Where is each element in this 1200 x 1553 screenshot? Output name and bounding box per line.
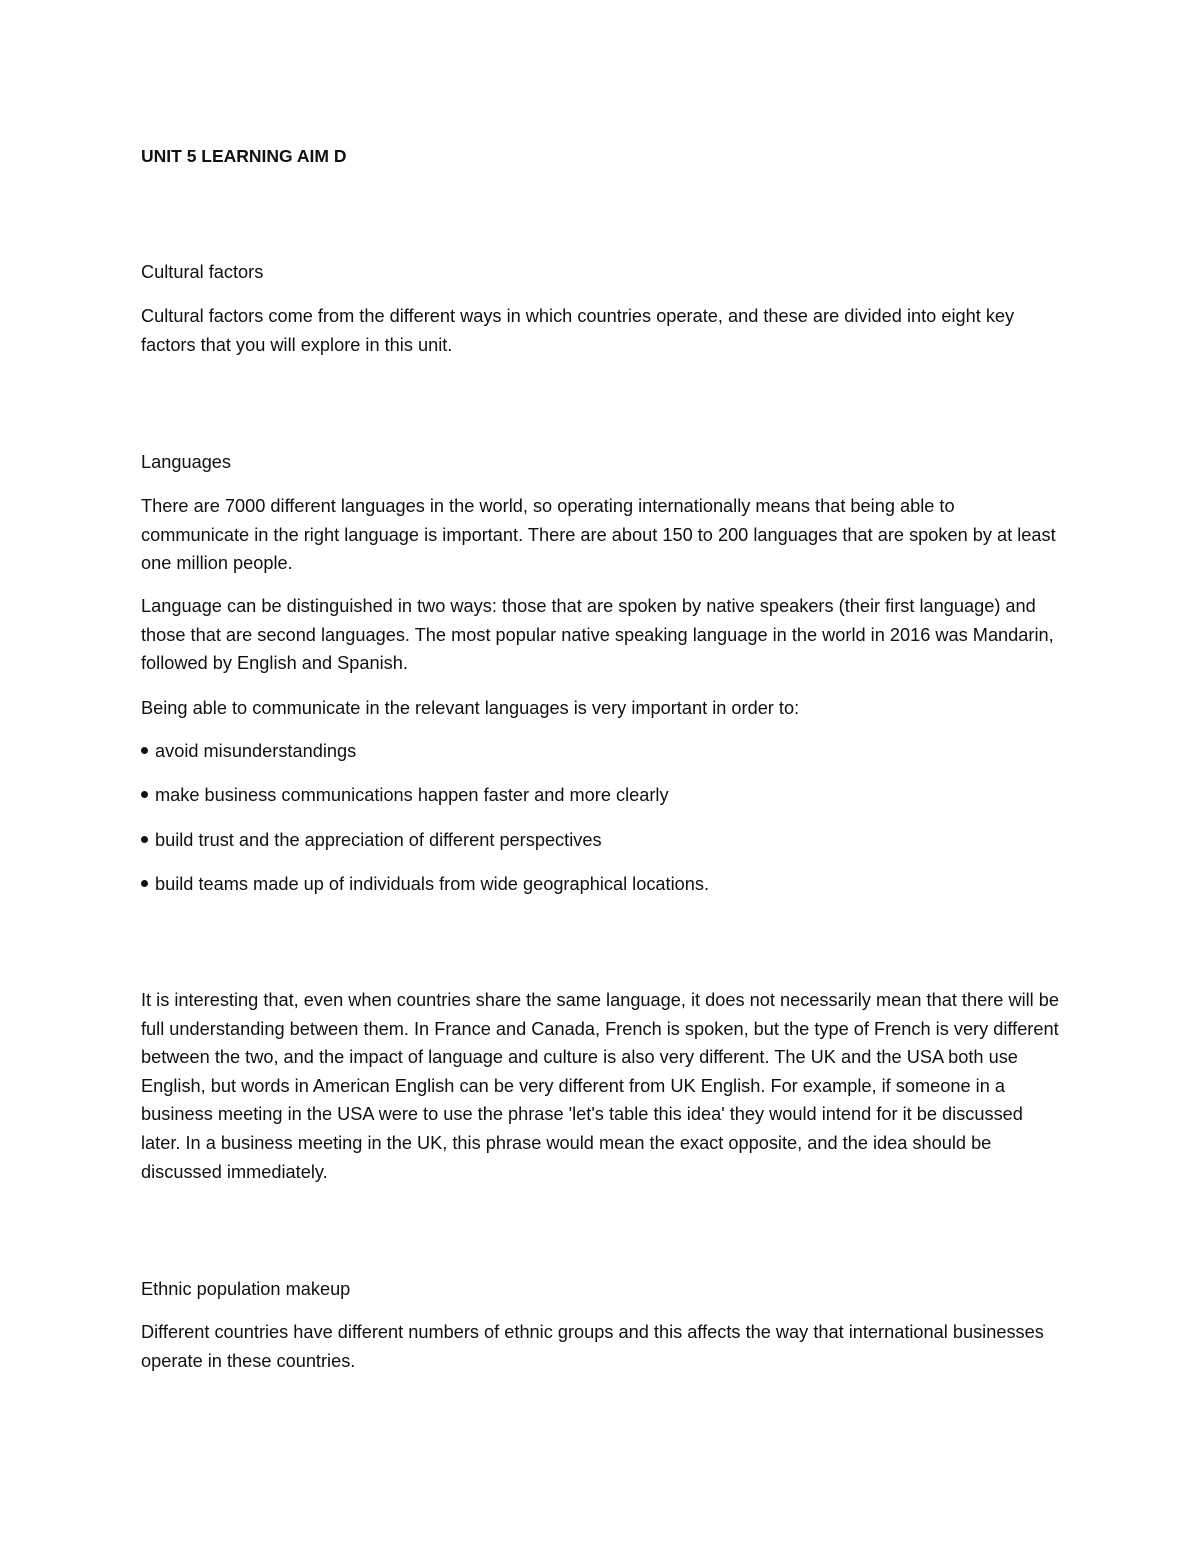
paragraph-ethnic-population: Different countries have different numbers of ethnic groups and this affects the way that international businesses operate in these countries. bbox=[141, 1322, 1044, 1371]
section-heading-languages: Languages bbox=[141, 452, 232, 472]
list-item bbox=[141, 870, 709, 899]
paragraph-languages-native: Language can be distinguished in two ways: those that are spoken by native speakers (their first language) and those that are second languages. The most popular native speaking language in the world in 2016 was Mandarin, followed by English and Spanish. bbox=[141, 596, 1054, 674]
document-title: UNIT 5 LEARNING AIM D bbox=[141, 146, 347, 166]
list-item-text: avoid misunderstandings bbox=[155, 741, 357, 761]
paragraph-languages-importance: Being able to communicate in the relevant languages is very important in order to: bbox=[141, 698, 800, 718]
section-heading-ethnic-population: Ethnic population makeup bbox=[141, 1279, 351, 1299]
bullet-icon bbox=[141, 791, 148, 798]
list-item bbox=[141, 737, 356, 766]
list-item-text: build trust and the appreciation of different perspectives bbox=[155, 830, 602, 850]
paragraph-languages-shared: It is interesting that, even when countries share the same language, it does not necessarily mean that there will be full understanding between them. In France and Canada, French is spoken, but the type of French is very different between the two, and the impact of language and culture is also very different. The UK and the USA both use English, but words in American English can be very different from UK English. For example, if someone in a business meeting in the USA were to use the phrase 'let's table this idea' they would intend for it be discussed later. In a business meeting in the UK, this phrase would mean the exact opposite, and the idea should be discussed immediately. bbox=[141, 990, 1059, 1182]
list-item bbox=[141, 826, 602, 855]
paragraph-cultural-factors: Cultural factors come from the different ways in which countries operate, and these are divided into eight key factors that you will explore in this unit. bbox=[141, 306, 1015, 355]
list-item bbox=[141, 781, 669, 810]
section-heading-cultural-factors: Cultural factors bbox=[141, 262, 264, 282]
bullet-icon bbox=[141, 836, 148, 843]
paragraph-languages-count: There are 7000 different languages in the world, so operating internationally means that being able to communicate in the right language is important. There are about 150 to 200 languages that are spoken by at least one million people. bbox=[141, 496, 1056, 574]
bullet-icon bbox=[141, 880, 148, 887]
list-item-text: build teams made up of individuals from wide geographical locations. bbox=[155, 874, 710, 894]
bullet-icon bbox=[141, 747, 148, 754]
list-item-text: make business communications happen faster and more clearly bbox=[155, 785, 669, 805]
